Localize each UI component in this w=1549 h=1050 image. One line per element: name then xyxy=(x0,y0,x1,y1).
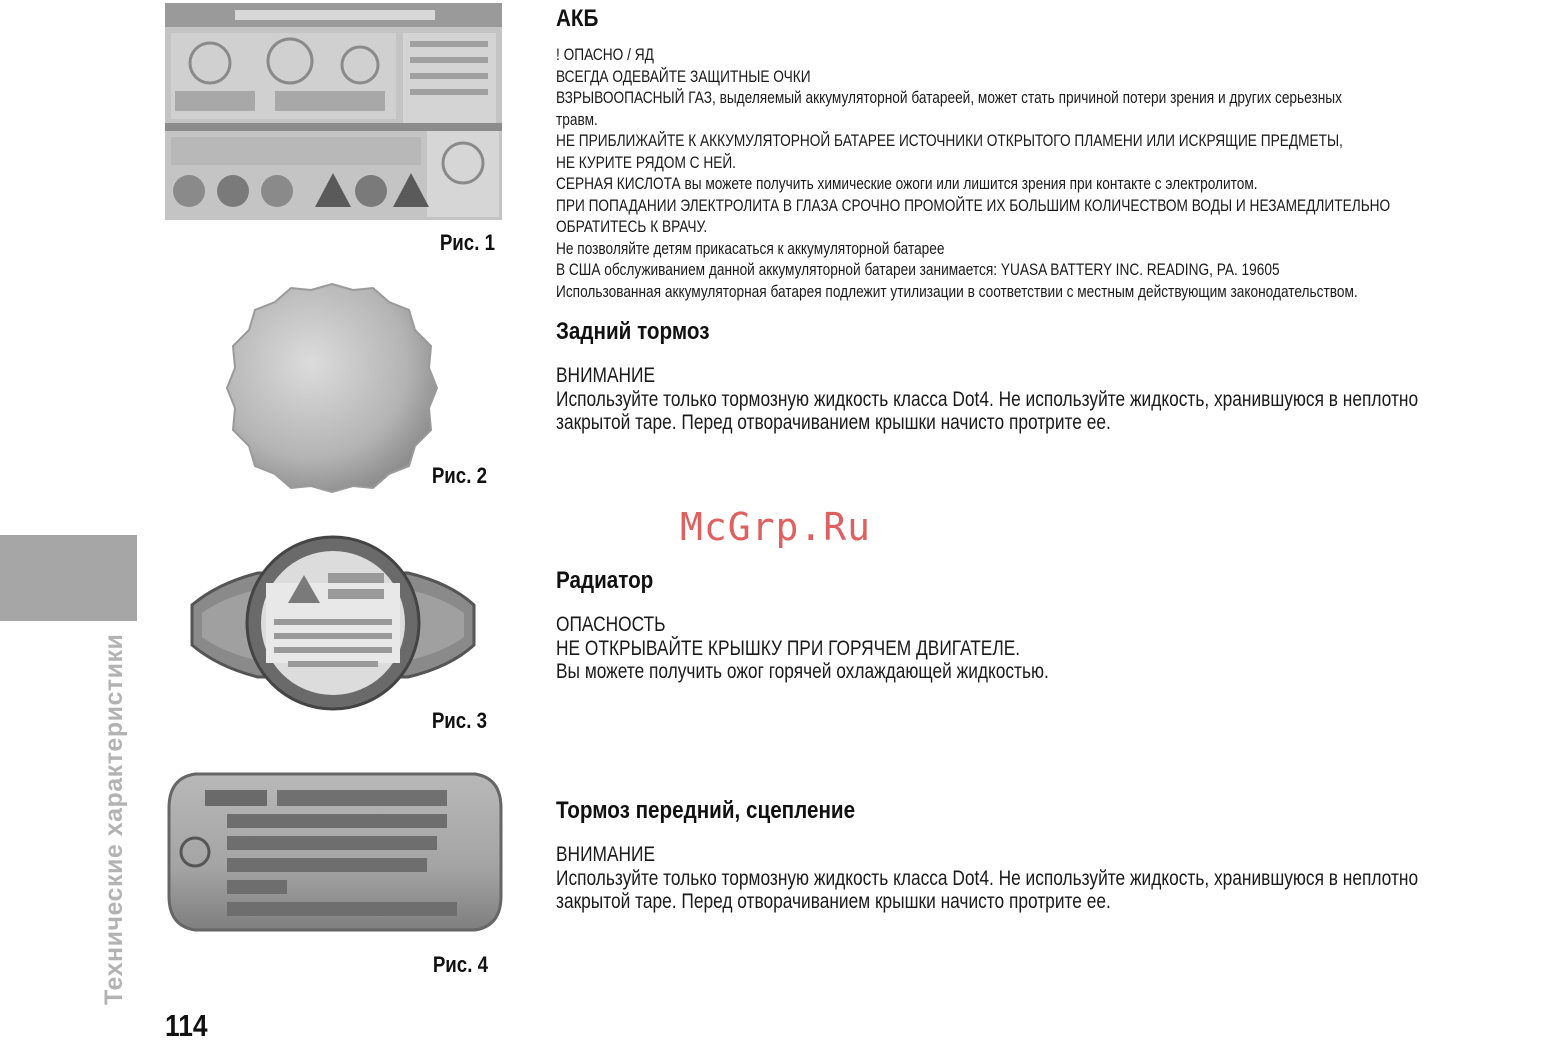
text-line: СЕРНАЯ КИСЛОТА вы можете получить химические ожоги или лишится зрения при контакте с электролитом. xyxy=(556,175,1258,193)
text-line: ВНИМАНИЕ xyxy=(556,843,656,866)
text-line: ВСЕГДА ОДЕВАЙТЕ ЗАЩИТНЫЕ ОЧКИ xyxy=(556,67,811,86)
section-front-brake-title: Тормоз передний, сцепление xyxy=(556,797,856,824)
figure-1-caption: Рис. 1 xyxy=(439,230,495,255)
section-rear-brake xyxy=(556,318,1549,435)
text-line: закрытой таре. Перед отворачиванием крышки начисто протрите ее. xyxy=(556,411,1111,434)
text-line: ВНИМАНИЕ xyxy=(556,364,656,387)
text-line: ВЗРЫВООПАСНЫЙ ГАЗ, выделяемый аккумуляторной батареей, может стать причиной потери зрения и других серьезных xyxy=(556,89,1342,107)
text-line: закрытой таре. Перед отворачиванием крышки начисто протрите ее. xyxy=(556,890,1111,913)
text-line: НЕ ПРИБЛИЖАЙТЕ К АККУМУЛЯТОРНОЙ БАТАРЕЕ ИСТОЧНИКИ ОТКРЫТОГО ПЛАМЕНИ ИЛИ ИСКРЯЩИЕ ПРЕДМЕТЫ, xyxy=(556,132,1343,150)
section-radiator-title: Радиатор xyxy=(556,567,654,594)
text-line: Используйте только тормозную жидкость класса Dot4. Не используйте жидкость, хранившуюся в неплотно xyxy=(556,866,1419,890)
section-radiator xyxy=(556,567,1549,684)
section-radiator-text xyxy=(556,613,1549,684)
text-line: ПРИ ПОПАДАНИИ ЭЛЕКТРОЛИТА В ГЛАЗА СРОЧНО ПРОМОЙТЕ ИХ БОЛЬШИМ КОЛИЧЕСТВОМ ВОДЫ И НЕЗАМЕДЛИТЕЛЬНО xyxy=(556,196,1391,215)
section-akb xyxy=(556,5,1549,303)
figure-3-caption: Рис. 3 xyxy=(431,708,487,733)
text-line: Вы можете получить ожог горячей охлаждающей жидкостью. xyxy=(556,660,1049,683)
section-rear-brake-text xyxy=(556,364,1549,435)
figure-3 xyxy=(188,533,478,713)
section-front-brake-text xyxy=(556,843,1549,914)
text-line: НЕ КУРИТЕ РЯДОМ С НЕЙ. xyxy=(556,153,736,172)
text-line: В США обслуживанием данной аккумуляторной батареи занимается: YUASA BATTERY INC. READING, PA. 19605 xyxy=(556,261,1280,279)
text-line: Используйте только тормозную жидкость класса Dot4. Не используйте жидкость, хранившуюся в неплотно xyxy=(556,387,1419,411)
side-section-label: Технические характеристики xyxy=(100,633,128,1005)
section-rear-brake-title: Задний тормоз xyxy=(556,318,710,345)
figure-2-caption: Рис. 2 xyxy=(431,463,487,488)
text-line: Не позволяйте детям прикасаться к аккумуляторной батарее xyxy=(556,239,945,258)
figure-4-caption: Рис. 4 xyxy=(432,952,488,977)
text-line: ! ОПАСНО / ЯД xyxy=(556,46,654,64)
text-line: травм. xyxy=(556,110,598,129)
figure-4 xyxy=(165,768,505,936)
watermark: McGrp.Ru xyxy=(680,505,872,549)
text-line: ОБРАТИТЕСЬ К ВРАЧУ. xyxy=(556,218,708,236)
battery-warning-label-icon xyxy=(165,3,502,220)
side-tab xyxy=(0,535,137,621)
brake-reservoir-label-icon xyxy=(165,768,505,936)
text-line: Использованная аккумуляторная батарея подлежит утилизации в соответствии с местным действующим законодательством. xyxy=(556,282,1358,301)
text-line: НЕ ОТКРЫВАЙТЕ КРЫШКУ ПРИ ГОРЯЧЕМ ДВИГАТЕЛЕ. xyxy=(556,636,1021,660)
figure-1 xyxy=(165,3,502,220)
text-line: ОПАСНОСТЬ xyxy=(556,613,666,636)
section-akb-text xyxy=(556,45,1549,303)
section-front-brake xyxy=(556,797,1549,914)
section-akb-title: АКБ xyxy=(556,5,599,32)
radiator-cap-icon xyxy=(188,533,478,713)
page-number: 114 xyxy=(165,1008,208,1043)
